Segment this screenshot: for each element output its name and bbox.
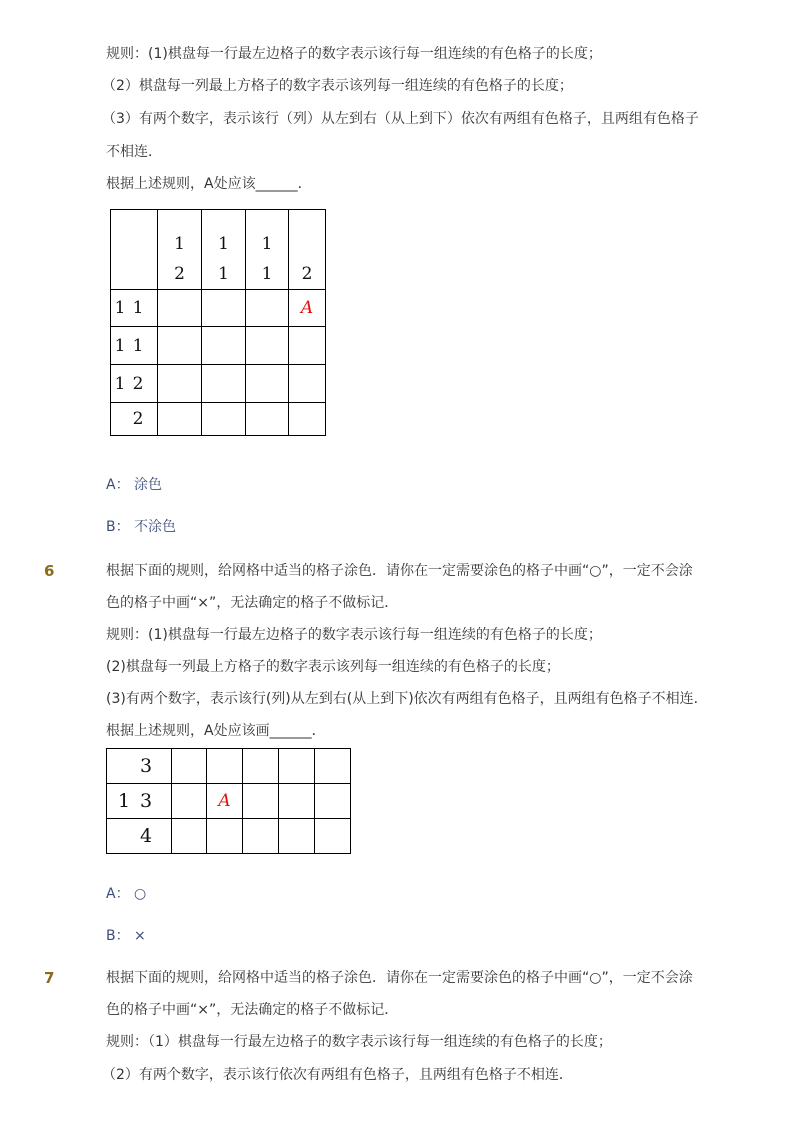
- q6-cell: [279, 749, 315, 784]
- q6-question: 根据上述规则，A处应该画______．: [106, 723, 326, 739]
- q6-cell: [243, 749, 279, 784]
- q6-nonogram-grid: [106, 748, 351, 854]
- q5-row-header-4: 2: [111, 403, 158, 436]
- q7-rule-2: （2）有两个数字，表示该行依次有两组有色格子，且两组有色格子不相连．: [102, 1067, 573, 1083]
- q6-cell: [172, 784, 207, 819]
- q5-cell: [246, 327, 289, 365]
- q7-text-2: 色的格子中画“×”，无法确定的格子不做标记．: [106, 1002, 399, 1018]
- q6-cell: [315, 749, 351, 784]
- q6-text-2: 色的格子中画“×”，无法确定的格子不做标记．: [106, 595, 399, 611]
- q5-cell: [158, 290, 202, 327]
- q5-cell: [158, 365, 202, 403]
- q6-cell: [315, 784, 351, 819]
- q5-option-a[interactable]: A： 涂色: [106, 477, 163, 493]
- q5-cell: [246, 403, 289, 436]
- q7-rule-1: 规则：（1）棋盘每一行最左边格子的数字表示该行每一组连续的有色格子的长度；: [106, 1034, 612, 1050]
- q6-cell: [279, 819, 315, 854]
- q5-cell: [289, 403, 326, 436]
- q5-nonogram-grid: [110, 209, 326, 436]
- q5-cell: [289, 327, 326, 365]
- q6-rule-1: 规则：(1)棋盘每一行最左边格子的数字表示该行每一组连续的有色格子的长度；: [106, 627, 602, 643]
- q6-cell: [315, 819, 351, 854]
- q5-cell: [202, 327, 246, 365]
- q6-option-b[interactable]: B： ×: [106, 928, 146, 944]
- q6-marker-a: A: [207, 784, 243, 819]
- q5-col-header-3: 1 1: [246, 210, 289, 290]
- q5-question: 根据上述规则，A处应该______．: [106, 176, 312, 192]
- q6-cell: [172, 819, 207, 854]
- q5-cell: [158, 327, 202, 365]
- q6-rule-2: (2)棋盘每一列最上方格子的数字表示该列每一组连续的有色格子的长度；: [106, 659, 560, 675]
- q5-col-header-1: 1 2: [158, 210, 202, 290]
- q5-cell: [246, 365, 289, 403]
- q5-option-b[interactable]: B： 不涂色: [106, 519, 177, 535]
- q5-corner-cell: [111, 210, 158, 290]
- q5-rule-3: （3）有两个数字，表示该行（列）从左到右（从上到下）依次有两组有色格子，且两组有色格子: [102, 111, 699, 127]
- q5-col-header-4: 2: [289, 210, 326, 290]
- q6-cell: [243, 784, 279, 819]
- q5-rule-2: （2）棋盘每一列最上方格子的数字表示该列每一组连续的有色格子的长度；: [102, 78, 573, 94]
- q5-marker-a: A: [289, 290, 326, 327]
- q6-cell: [279, 784, 315, 819]
- q6-option-a[interactable]: A： ○: [106, 886, 147, 902]
- q5-row-header-3: 1 2: [111, 365, 158, 403]
- q6-cell: [172, 749, 207, 784]
- q6-cell: [243, 819, 279, 854]
- q6-cell: [207, 819, 243, 854]
- q5-rule-1: 规则：(1)棋盘每一行最左边格子的数字表示该行每一组连续的有色格子的长度；: [106, 46, 602, 62]
- q5-cell: [202, 403, 246, 436]
- q5-cell: [246, 290, 289, 327]
- q5-rule-3-cont: 不相连．: [106, 144, 162, 160]
- q5-cell: [158, 403, 202, 436]
- q6-row-header-2: 1 3: [107, 784, 172, 819]
- q5-col-header-2: 1 1: [202, 210, 246, 290]
- q6-number: 6: [44, 562, 55, 580]
- q5-row-header-2: 1 1: [111, 327, 158, 365]
- q6-row-header-3: 4: [107, 819, 172, 854]
- q7-number: 7: [44, 969, 55, 987]
- q6-row-header-1: 3: [107, 749, 172, 784]
- q7-text-1: 根据下面的规则，给网格中适当的格子涂色．请你在一定需要涂色的格子中画“○”，一定不会涂: [106, 970, 693, 986]
- q5-row-header-1: 1 1: [111, 290, 158, 327]
- q6-text-1: 根据下面的规则，给网格中适当的格子涂色．请你在一定需要涂色的格子中画“○”，一定不会涂: [106, 563, 693, 579]
- q5-cell: [202, 365, 246, 403]
- q5-cell: [289, 365, 326, 403]
- q5-cell: [202, 290, 246, 327]
- q6-cell: [207, 749, 243, 784]
- q6-rule-3: (3)有两个数字，表示该行(列)从左到右(从上到下)依次有两组有色格子，且两组有色格子不相连．: [106, 691, 708, 707]
